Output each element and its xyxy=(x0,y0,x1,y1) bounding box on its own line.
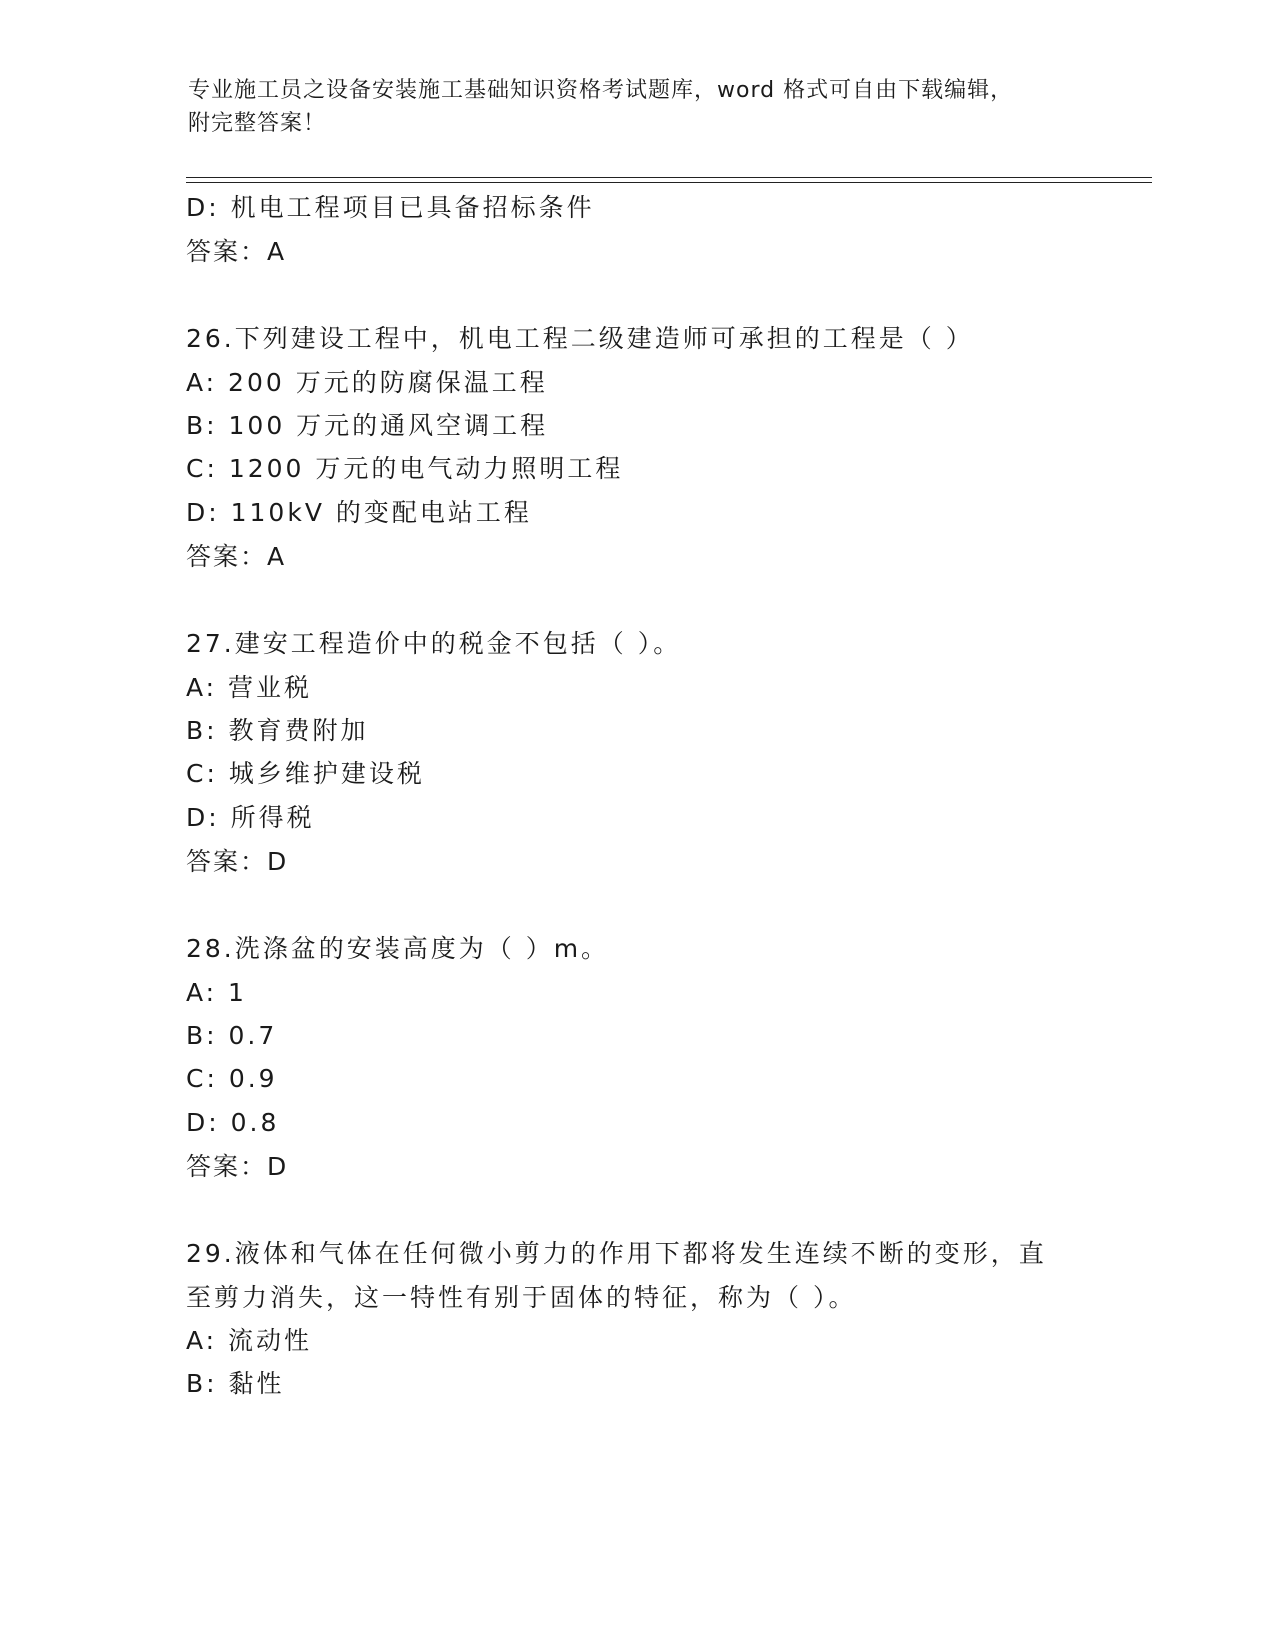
question-27-option-a: A: 营业税 xyxy=(186,673,313,702)
prev-answer: 答案：A xyxy=(186,237,287,266)
document-header xyxy=(188,74,1088,140)
question-26-answer: 答案：A xyxy=(186,542,287,571)
header-divider-bottom xyxy=(186,182,1152,183)
question-29-stem-line-2: 至剪力消失，这一特性有别于固体的特征，称为（ ）。 xyxy=(186,1283,857,1312)
question-27-answer: 答案：D xyxy=(186,847,289,876)
question-26-option-c: C: 1200 万元的电气动力照明工程 xyxy=(186,454,624,483)
question-27-stem: 27.建安工程造价中的税金不包括（ ）。 xyxy=(186,629,682,658)
question-28-option-d: D: 0.8 xyxy=(186,1108,280,1137)
header-line-1: 专业施工员之设备安装施工基础知识资格考试题库，word 格式可自由下载编辑， xyxy=(188,78,1014,103)
header-line-2: 附完整答案！ xyxy=(188,111,327,136)
question-28-answer: 答案：D xyxy=(186,1152,289,1181)
prev-option-d: D: 机电工程项目已具备招标条件 xyxy=(186,193,595,222)
question-28-option-a: A: 1 xyxy=(186,978,247,1007)
question-29-option-b: B: 黏性 xyxy=(186,1369,285,1398)
question-29-option-a: A: 流动性 xyxy=(186,1326,313,1355)
question-29-stem-line-1: 29.液体和气体在任何微小剪力的作用下都将发生连续不断的变形，直 xyxy=(186,1239,1047,1268)
question-26-option-d: D: 110kV 的变配电站工程 xyxy=(186,498,532,527)
question-27-option-d: D: 所得税 xyxy=(186,803,315,832)
question-28-option-c: C: 0.9 xyxy=(186,1064,278,1093)
question-26-stem: 26.下列建设工程中，机电工程二级建造师可承担的工程是（ ） xyxy=(186,324,974,353)
question-26-option-a: A: 200 万元的防腐保温工程 xyxy=(186,368,548,397)
question-26-option-b: B: 100 万元的通风空调工程 xyxy=(186,411,549,440)
question-27-option-c: C: 城乡维护建设税 xyxy=(186,759,425,788)
question-28-option-b: B: 0.7 xyxy=(186,1021,278,1050)
question-28-stem: 28.洗涤盆的安装高度为（ ）m。 xyxy=(186,934,610,963)
header-divider-top xyxy=(186,177,1152,178)
question-27-option-b: B: 教育费附加 xyxy=(186,716,369,745)
